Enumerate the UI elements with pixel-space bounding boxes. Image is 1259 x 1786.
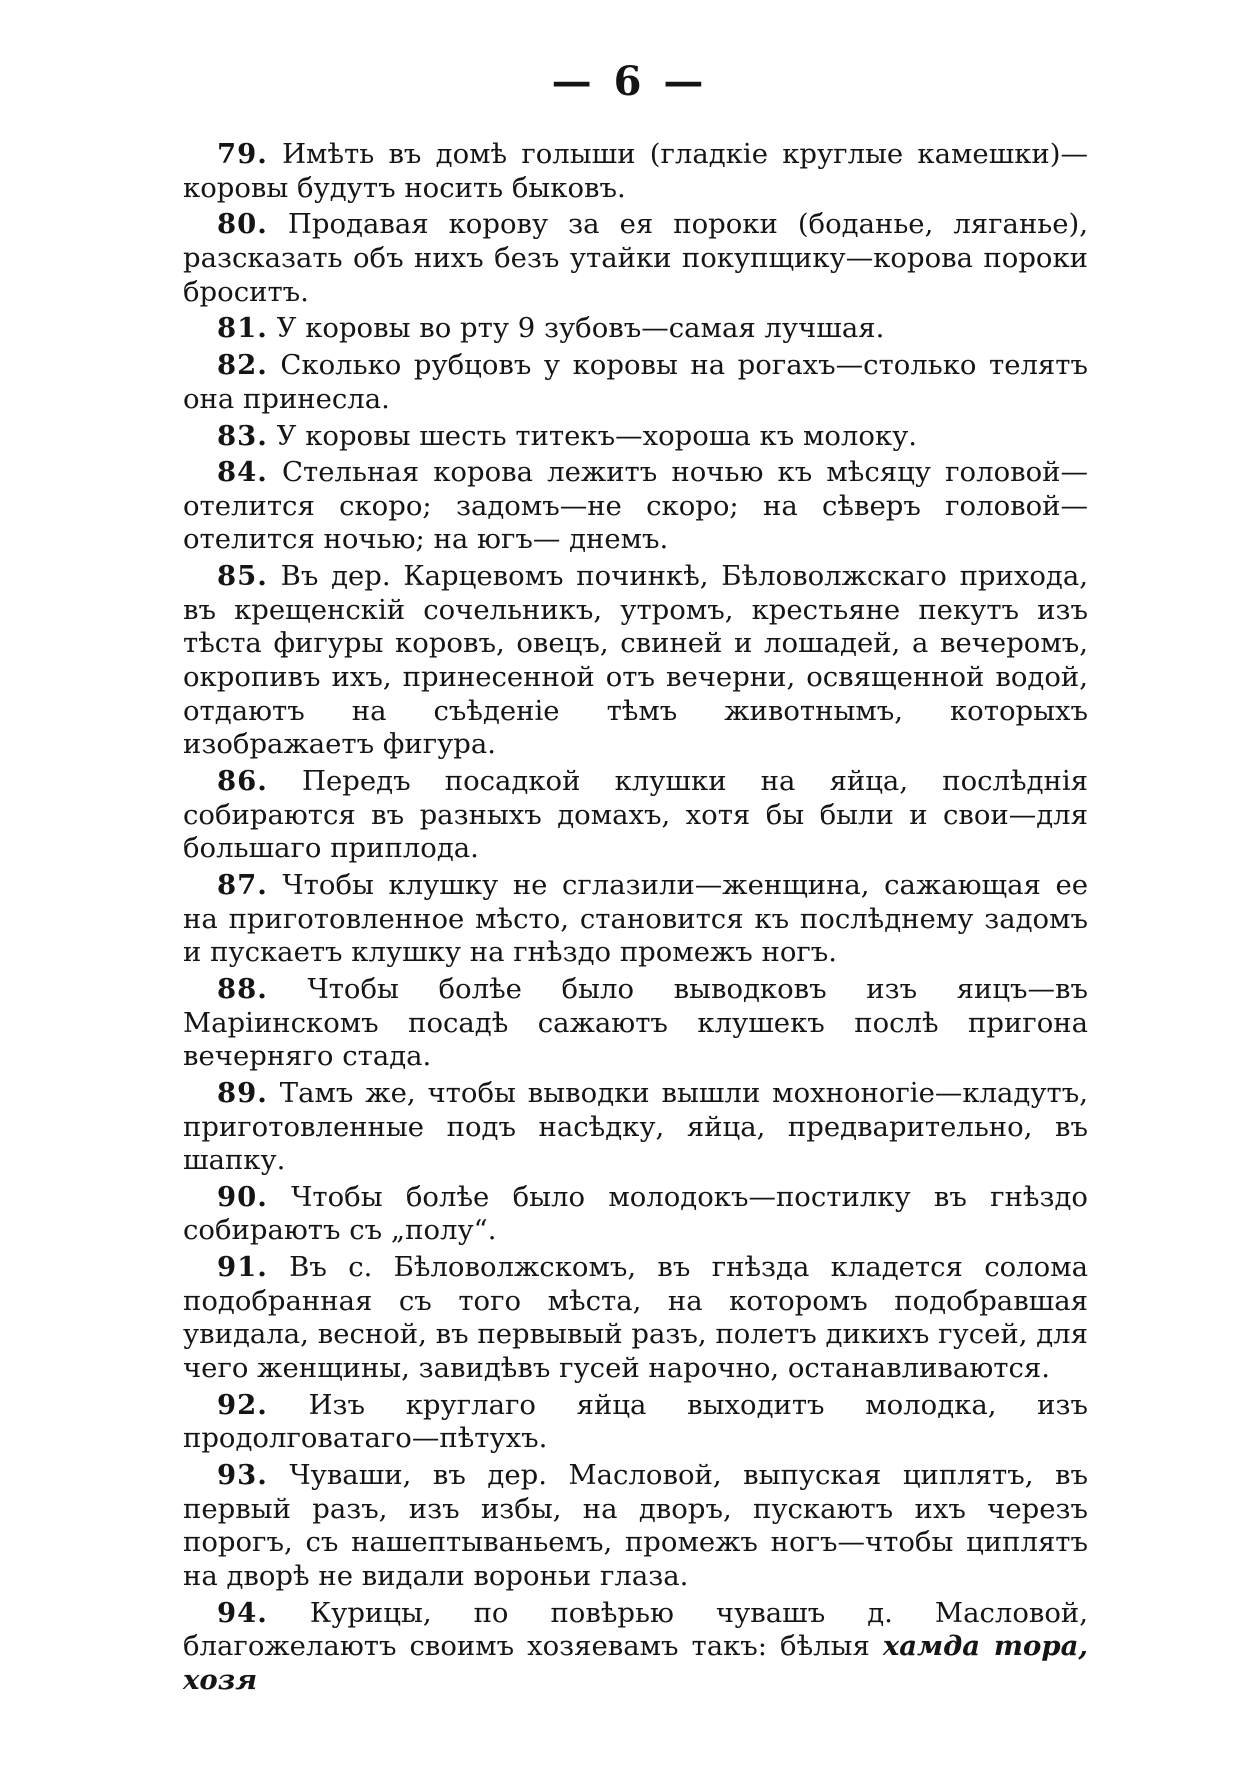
entry-number: 86.	[217, 765, 268, 797]
entry-80	[183, 208, 1088, 309]
entry-text: У коровы во рту 9 зубовъ—самая лучшая.	[276, 312, 885, 345]
entry-number: 92.	[217, 1388, 268, 1421]
entry-text: Передъ посадкой клушки на яйца, послѣднія собираются въ разныхъ домахъ, хотя бы были и свои—для большаго приплода.	[183, 765, 1088, 865]
entry-number: 80.	[217, 208, 268, 241]
entry-text: Тамъ же, чтобы выводки вышли мохноногіе—кладутъ, приготовленные подъ насѣдку, яйца, предварительно, въ шапку.	[183, 1076, 1088, 1177]
entry-text: Имѣть въ домѣ голыши (гладкіе круглые камешки)—коровы будутъ носить быковъ.	[183, 138, 1088, 204]
entry-italic-text: хамда тора, хозя	[183, 1630, 1088, 1696]
entry-number: 82.	[217, 349, 268, 382]
entry-text: Сколько рубцовъ у коровы на рогахъ—столько телятъ она принесла.	[183, 349, 1088, 415]
entry-85	[183, 560, 1088, 762]
entry-text: Чтобы болѣе было выводковъ изъ яицъ—въ Маріинскомъ посадѣ сажаютъ клушекъ послѣ пригона вечерняго стада.	[183, 972, 1088, 1073]
entry-text: Стельная корова лежитъ ночью къ мѣсяцу головой—отелится скоро; задомъ—не скоро; на сѣверъ головой—отелится ночью; на югъ— днемъ.	[183, 456, 1088, 556]
entry-number: 91.	[217, 1251, 268, 1284]
body-text	[183, 138, 1088, 1701]
entry-number: 93.	[217, 1459, 268, 1492]
entry-87	[183, 869, 1088, 970]
entry-94	[183, 1597, 1088, 1698]
entry-number: 88.	[217, 972, 268, 1005]
entry-88	[183, 973, 1088, 1074]
entry-82	[183, 349, 1088, 416]
entry-number: 83.	[217, 419, 268, 452]
entry-number: 87.	[217, 868, 268, 901]
entry-number: 84.	[217, 456, 268, 489]
entry-83	[183, 420, 1088, 454]
entry-92	[183, 1389, 1088, 1456]
page-number: — 6 —	[551, 58, 708, 105]
entry-number: 94.	[217, 1596, 268, 1629]
entry-text: Чтобы клушку не сглазили—женщина, сажающая ее на приготовленное мѣсто, становится къ послѣднему задомъ и пускаетъ клушку на гнѣздо промежъ ногъ.	[183, 868, 1088, 969]
entry-text: Въ с. Бѣловолжскомъ, въ гнѣзда кладется солома подобранная съ того мѣста, на которомъ подобравшая увидала, весной, въ первывый разъ, полетъ дикихъ гусей, для чего женщины, завидѣвъ гусей нарочно, останавливаются.	[183, 1251, 1088, 1385]
entry-79	[183, 138, 1088, 205]
entry-93	[183, 1459, 1088, 1593]
entry-90	[183, 1181, 1088, 1248]
entry-number: 90.	[217, 1180, 268, 1213]
entry-number: 85.	[217, 560, 268, 593]
entry-text: Чтобы болѣе было молодокъ—постилку въ гнѣздо собираютъ съ „полу“.	[183, 1180, 1088, 1247]
entry-text: Въ дер. Карцевомъ починкѣ, Бѣловолжскаго прихода, въ крещенскій сочельникъ, утромъ, крестьяне пекутъ изъ тѣста фигуры коровъ, овецъ, свиней и лошадей, а вечеромъ, окропивъ ихъ, принесенной отъ вечерни, освященной водой, отдаютъ на съѣденіе тѣмъ животнымъ, которыхъ изображаетъ фигура.	[183, 560, 1088, 761]
entry-86	[183, 765, 1088, 866]
entry-text: Курицы, по повѣрью чувашъ д. Масловой, благожелаютъ своимъ хозяевамъ такъ: бѣлыя	[183, 1596, 1088, 1663]
entry-text: Изъ круглаго яйца выходитъ молодка, изъ продолговатаго—пѣтухъ.	[183, 1388, 1089, 1455]
entry-number: 79.	[217, 138, 268, 170]
entry-89	[183, 1077, 1088, 1178]
entry-81	[183, 312, 1088, 346]
entry-text: У коровы шесть титекъ—хороша къ молоку.	[276, 419, 918, 452]
entry-number: 81.	[217, 312, 268, 345]
entry-84	[183, 456, 1088, 557]
entry-91	[183, 1251, 1088, 1385]
entry-text: Продавая корову за ея пороки (боданье, ляганье), разсказать объ нихъ безъ утайки покупщику—корова пороки броситъ.	[183, 208, 1088, 308]
entry-number: 89.	[217, 1076, 268, 1109]
entry-text: Чуваши, въ дер. Масловой, выпуская циплятъ, въ первый разъ, изъ избы, на дворъ, пускаютъ ихъ черезъ порогъ, съ нашептываньемъ, промежъ ногъ—чтобы циплятъ на дворѣ не видали вороньи глаза.	[183, 1459, 1088, 1592]
